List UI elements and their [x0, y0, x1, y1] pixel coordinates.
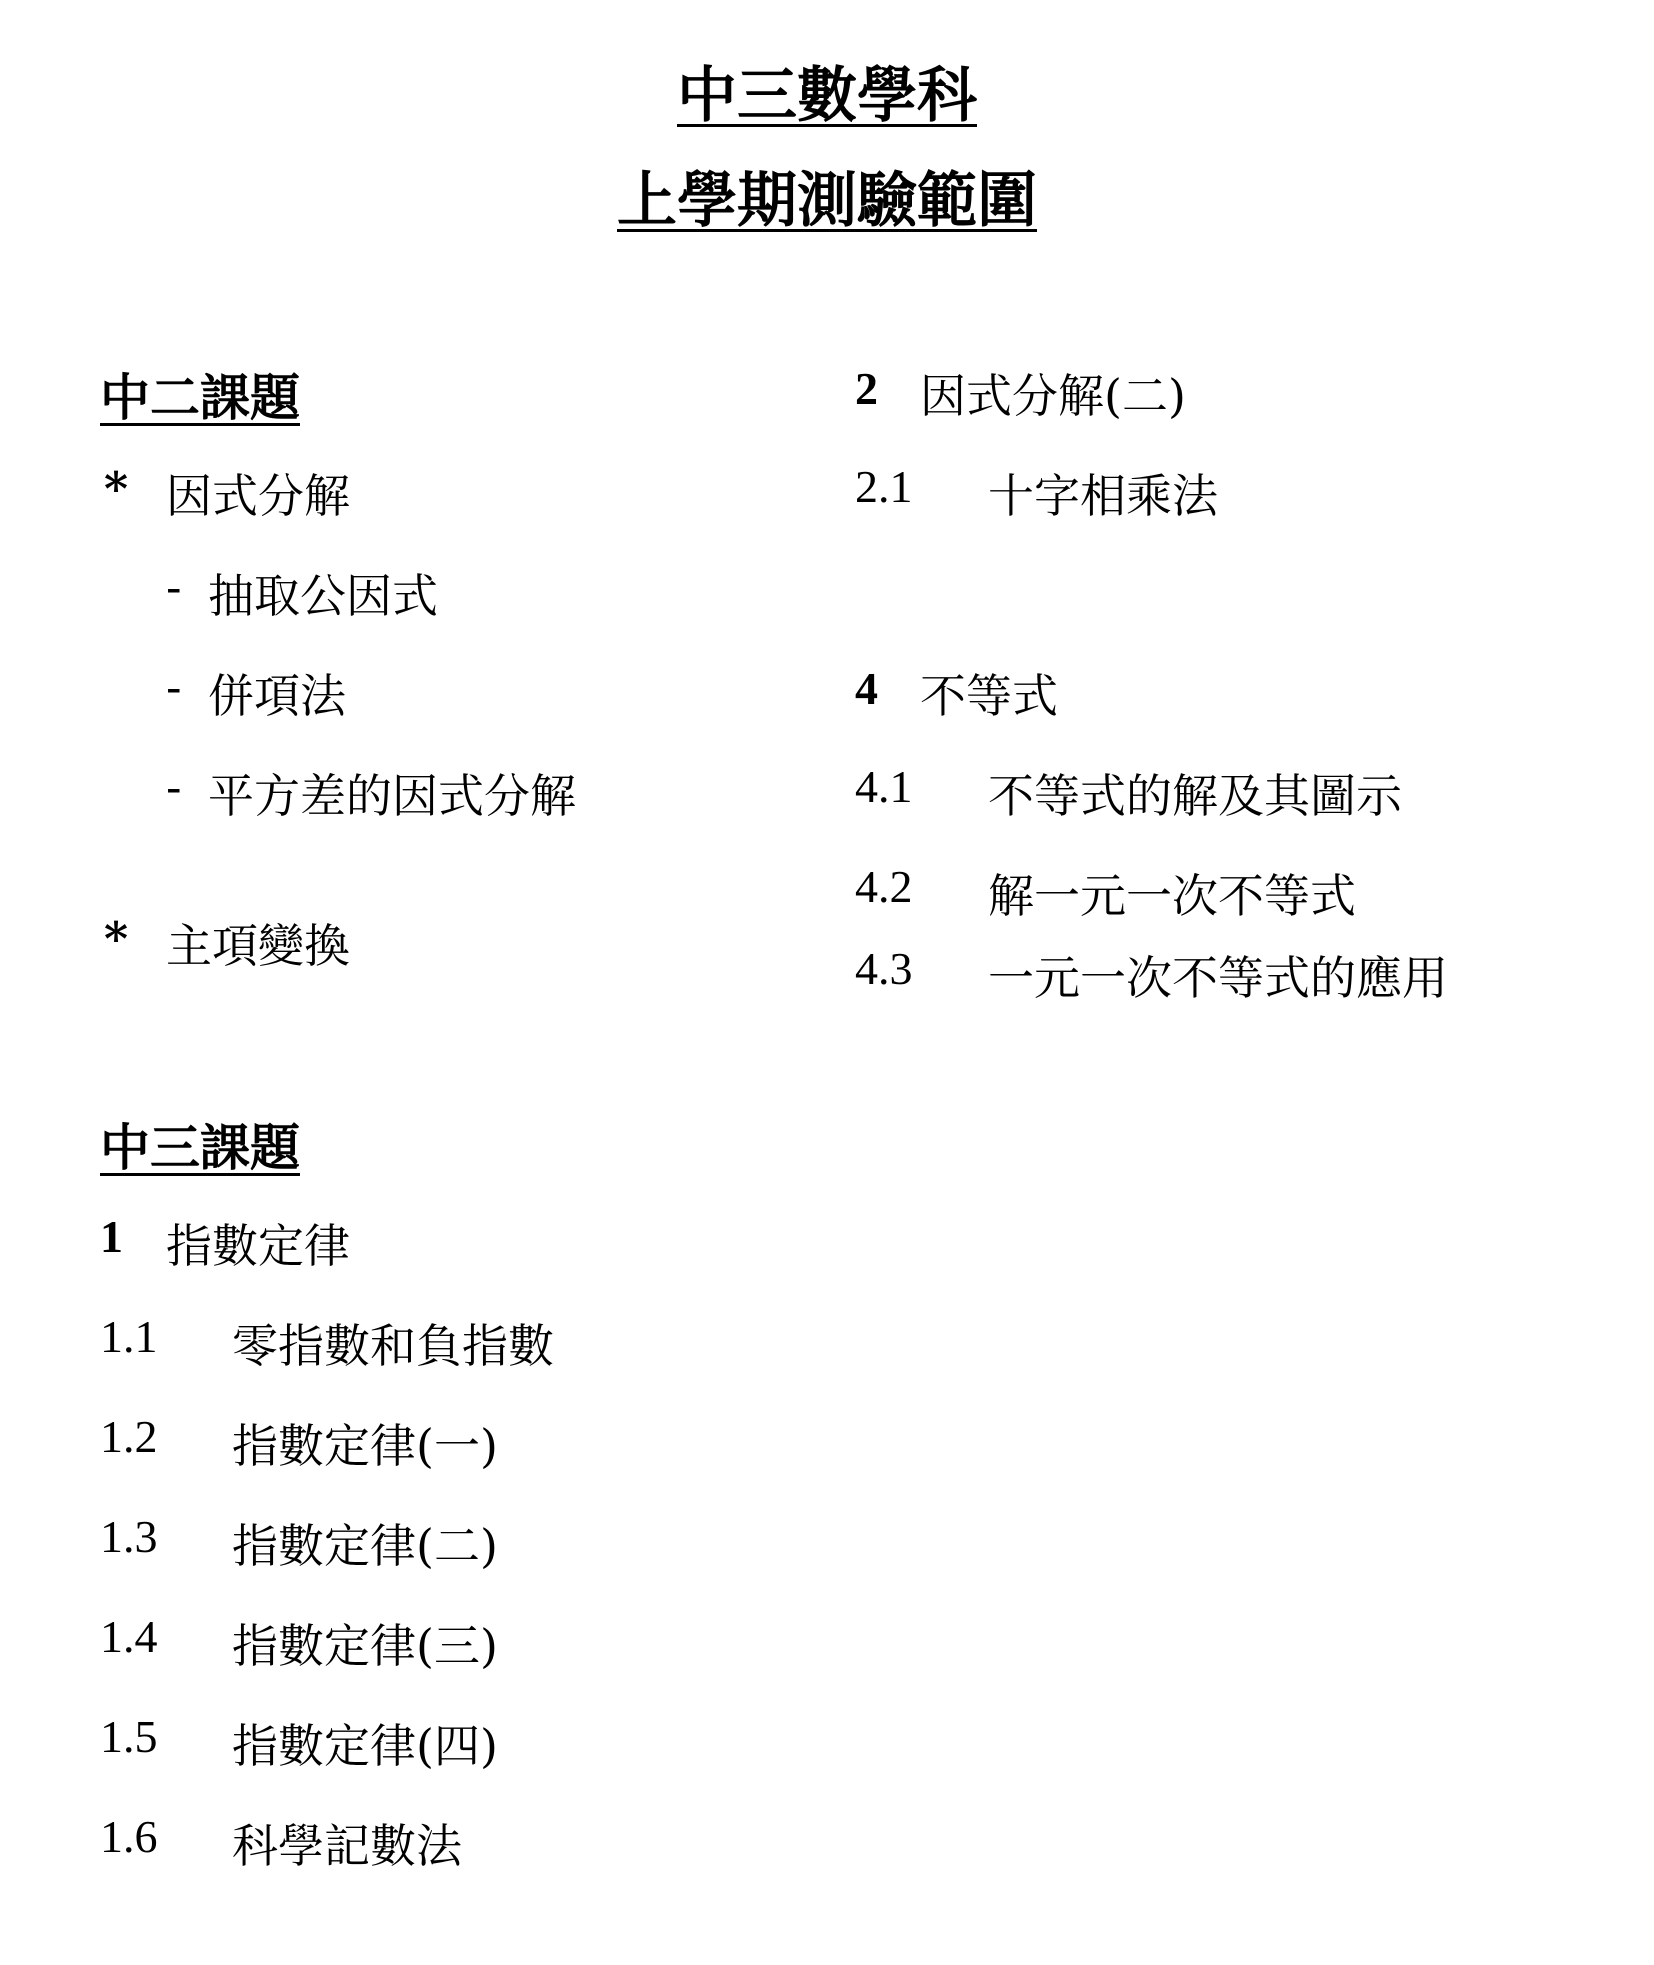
section-number: 1.5	[100, 1711, 158, 1762]
chapter-title: 指數定律	[166, 1219, 350, 1273]
section-title: 不等式的解及其圖示	[988, 769, 1402, 823]
subtopic-common-factor: 抽取公因式	[208, 569, 438, 623]
section-number: 1.1	[100, 1311, 158, 1362]
section-number: 4.3	[855, 943, 913, 994]
chapter-number: 1	[100, 1211, 123, 1262]
section-number: 4.1	[855, 761, 913, 812]
sub-bullet-dash: -	[166, 660, 182, 714]
chapter-number: 2	[855, 363, 878, 414]
chapter-number: 4	[855, 663, 878, 714]
title-line-1: 中三數學科	[677, 61, 977, 131]
section-title: 十字相乘法	[988, 469, 1218, 523]
section-title: 零指數和負指數	[232, 1319, 554, 1373]
section-title: 科學記數法	[232, 1819, 462, 1873]
title-line-2: 上學期測驗範圍	[617, 166, 1037, 236]
section-number: 1.2	[100, 1411, 158, 1462]
section-title: 指數定律(四)	[232, 1719, 498, 1773]
section-title: 指數定律(二)	[232, 1519, 498, 1573]
chapter-title: 因式分解(二)	[920, 369, 1186, 423]
section-number: 1.4	[100, 1611, 158, 1662]
subtopic-difference-of-squares: 平方差的因式分解	[208, 769, 576, 823]
section-number: 2.1	[855, 461, 913, 512]
section-number: 1.3	[100, 1511, 158, 1562]
topic-factorization: 因式分解	[166, 469, 350, 523]
section-number: 1.6	[100, 1811, 158, 1862]
f3-heading: 中三課題	[100, 1118, 300, 1177]
section-number: 4.2	[855, 861, 913, 912]
section-title: 解一元一次不等式	[988, 869, 1356, 923]
topic-change-of-subject: 主項變換	[166, 919, 350, 973]
chapter-title: 不等式	[920, 669, 1058, 723]
section-title: 指數定律(一)	[232, 1419, 498, 1473]
section-title: 一元一次不等式的應用	[988, 951, 1448, 1005]
sub-bullet-dash: -	[166, 560, 182, 614]
f2-heading: 中二課題	[100, 368, 300, 427]
bullet-star: *	[104, 462, 129, 516]
section-title: 指數定律(三)	[232, 1619, 498, 1673]
sub-bullet-dash: -	[166, 760, 182, 814]
bullet-star: *	[104, 912, 129, 966]
subtopic-grouping: 併項法	[208, 669, 346, 723]
